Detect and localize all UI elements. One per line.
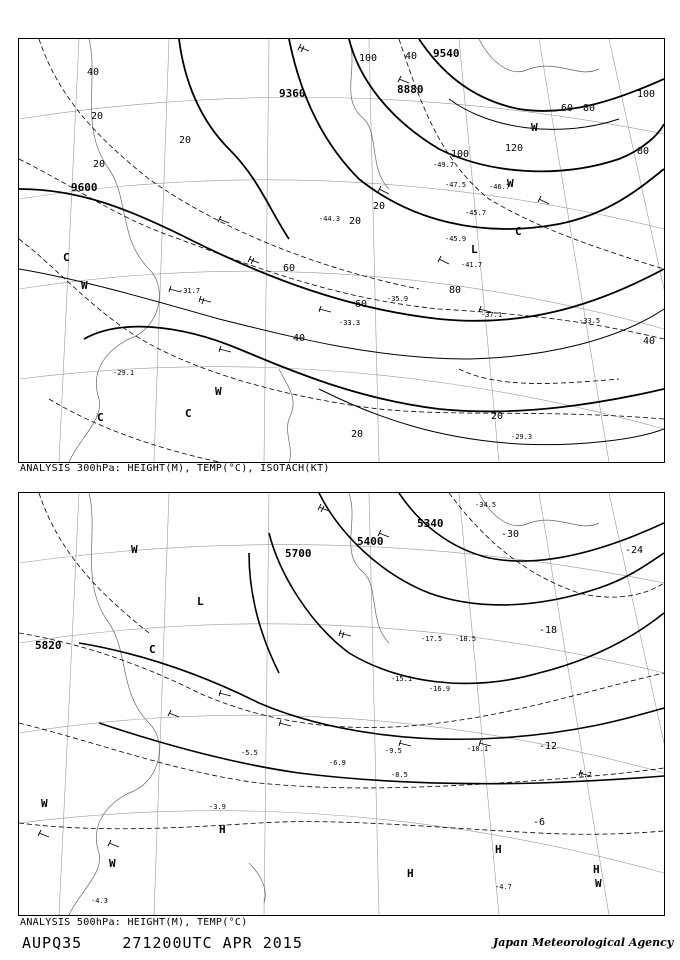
temp-label: -18 (539, 625, 558, 636)
center-marker: C (149, 643, 156, 656)
isotach-label: 100 (359, 53, 378, 64)
map-panel-500hpa (18, 492, 665, 916)
temp-sample: -6.9 (329, 759, 346, 767)
temp-sample: -41.7 (461, 261, 483, 269)
isotach-label: 80 (449, 285, 462, 296)
center-marker: H (219, 823, 226, 836)
temp-sample: -44.3 (319, 215, 341, 223)
temp-sample: -16.9 (429, 685, 451, 693)
center-marker: H (407, 867, 414, 880)
temp-label: -24 (625, 545, 644, 556)
temp-sample: -31.7 (179, 287, 201, 295)
temp-sample: -33.3 (339, 319, 361, 327)
temp-sample: -7.7 (575, 771, 592, 779)
center-marker: W (41, 797, 48, 810)
isotach-label: 100 (637, 89, 656, 100)
isotach-label: 80 (637, 146, 650, 157)
center-marker: C (515, 225, 522, 238)
temp-sample: -33.5 (579, 317, 601, 325)
wind-barbs-500 (38, 504, 591, 847)
coastline-300 (69, 39, 599, 462)
temp-sample: -29.3 (511, 433, 533, 441)
temp-label: -6 (533, 817, 546, 828)
temp-sample: -5.5 (241, 749, 258, 757)
isotach-label: 40 (87, 67, 100, 78)
height-label: 5400 (357, 535, 384, 548)
isotach-label: 100 (451, 149, 470, 160)
isotach-label: 20 (349, 216, 362, 227)
product-header (22, 934, 303, 952)
map-500hpa-svg (19, 493, 664, 915)
temp-sample: -35.9 (387, 295, 409, 303)
temp-sample: -9.5 (385, 747, 402, 755)
isotach-label: 60 (355, 299, 368, 310)
temp-sample: -3.9 (209, 803, 226, 811)
isotach-label: 80 (583, 103, 596, 114)
center-marker: H (495, 843, 502, 856)
isotach-label: 40 (293, 333, 306, 344)
height-label: 5700 (285, 547, 312, 560)
isotach-label: 120 (505, 143, 524, 154)
height-label: 9360 (279, 87, 306, 100)
map-300hpa-svg (19, 39, 664, 462)
center-marker: H (593, 863, 600, 876)
product-code: AUPQ35 (22, 934, 83, 952)
center-marker: W (131, 543, 138, 556)
temp-sample: -15.1 (391, 675, 413, 683)
center-marker: L (471, 243, 478, 256)
isotach-label: 20 (351, 429, 364, 440)
temp-sample: -34.5 (475, 501, 497, 509)
center-marker: W (507, 177, 514, 190)
isotach-label: 60 (561, 103, 574, 114)
center-marker: W (531, 121, 538, 134)
temp-sample: -10.1 (467, 745, 489, 753)
temp-sample: -4.3 (91, 897, 108, 905)
height-label: 5820 (35, 639, 62, 652)
pressure-centers-500 (41, 543, 602, 890)
caption-500hpa: ANALYSIS 500hPa: HEIGHT(M), TEMP(°C) (20, 917, 248, 928)
temp-sample: -4.7 (495, 883, 512, 891)
isotach-labels-300 (87, 51, 655, 440)
valid-time: 271200UTC APR 2015 (122, 934, 303, 952)
isotach-label: 40 (643, 336, 656, 347)
temp-sample: -8.5 (391, 771, 408, 779)
temp-sample: -37.1 (481, 311, 503, 319)
coastline-500 (69, 493, 599, 915)
center-marker: W (109, 857, 116, 870)
height-contours-300 (19, 39, 664, 411)
height-label: 5340 (417, 517, 444, 530)
height-label: 9540 (433, 47, 460, 60)
center-marker: W (215, 385, 222, 398)
temp-label: -12 (539, 741, 558, 752)
temp-sample: -29.1 (113, 369, 135, 377)
isotach-label: 20 (491, 411, 504, 422)
temp-sample: -17.5 (421, 635, 443, 643)
temp-label: -30 (501, 529, 520, 540)
height-labels-500 (35, 517, 444, 652)
height-label: 9600 (71, 181, 98, 194)
agency-name: Japan Meteorological Agency (493, 936, 674, 949)
isotach-label: 20 (179, 135, 192, 146)
map-panel-300hpa (18, 38, 665, 463)
isotach-label: 20 (373, 201, 386, 212)
isotach-label: 20 (93, 159, 106, 170)
temp-sample: -49.7 (433, 161, 455, 169)
temp-sample: -45.7 (465, 209, 487, 217)
height-label: 8880 (397, 83, 424, 96)
center-marker: W (81, 279, 88, 292)
isotach-label: 20 (91, 111, 104, 122)
center-marker: C (97, 411, 104, 424)
temp-sample: -47.5 (445, 181, 467, 189)
isotach-label: 40 (405, 51, 418, 62)
temp-sample: -46.7 (489, 183, 511, 191)
center-marker: W (595, 877, 602, 890)
center-marker: C (185, 407, 192, 420)
center-marker: L (197, 595, 204, 608)
temp-sample: -18.5 (455, 635, 477, 643)
temp-sample: -45.9 (445, 235, 467, 243)
center-marker: C (63, 251, 70, 264)
caption-300hpa: ANALYSIS 300hPa: HEIGHT(M), TEMP(°C), ISOTACH(KT) (20, 463, 330, 474)
isotach-label: 60 (283, 263, 296, 274)
